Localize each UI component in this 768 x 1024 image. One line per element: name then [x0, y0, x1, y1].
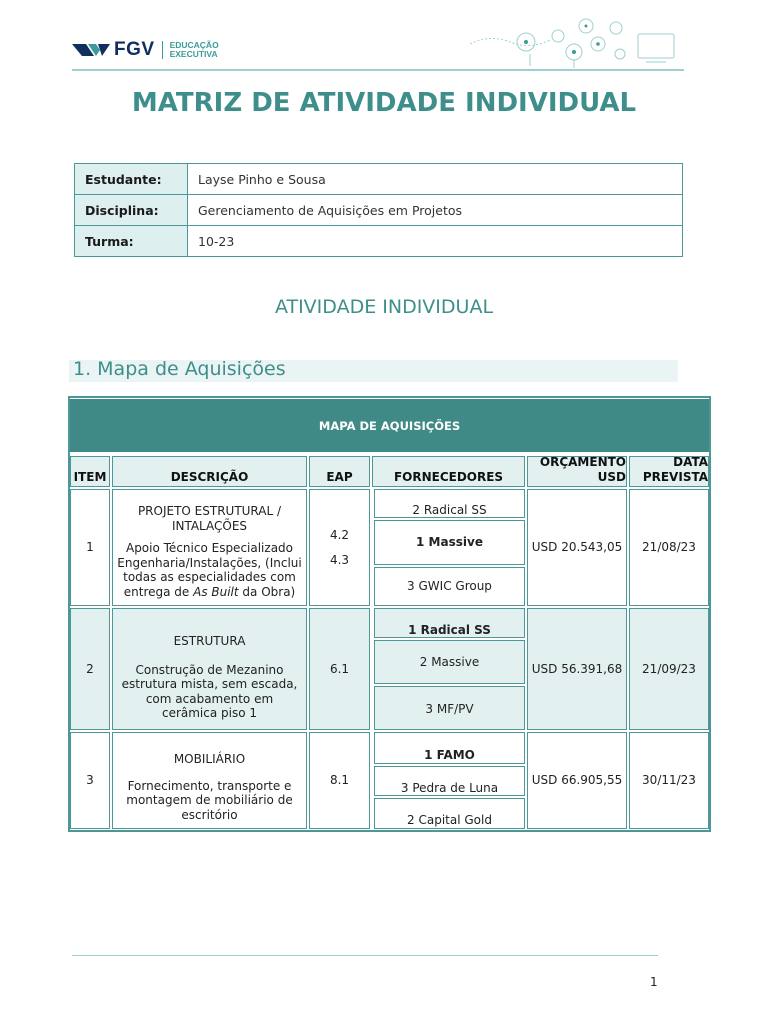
info-label: Estudante: [75, 164, 188, 195]
row1-budget: USD 20.543,05 [527, 489, 627, 606]
row3-budget: USD 66.905,55 [527, 732, 627, 829]
header-eap: EAP [309, 456, 370, 487]
row3-supplier: 1 FAMO [374, 732, 525, 764]
row2-date: 21/09/23 [629, 608, 709, 730]
row3-desc-body: Fornecimento, transporte e montagem de mobiliário de escritório [126, 778, 293, 822]
student-info-table [74, 163, 683, 257]
row1-desc-title: PROJETO ESTRUTURAL / INTALAÇÕES [137, 504, 282, 533]
header-fornecedores: FORNECEDORES [372, 456, 525, 487]
row3-description [112, 732, 307, 829]
row1-eap-2: 4.3 [329, 552, 350, 567]
row2-eap: 6.1 [309, 608, 370, 730]
row1-desc-body-text: Apoio Técnico Especializado Engenharia/Instalações, (Inclui todas as especialidades com entrega de [117, 541, 302, 599]
footer-divider [72, 955, 658, 956]
row3-item: 3 [70, 732, 110, 829]
row1-desc-body [117, 541, 302, 599]
row3-eap: 8.1 [309, 732, 370, 829]
header-data-line2: PREVISTA [642, 469, 708, 484]
logo-divider [162, 41, 163, 59]
row2-supplier: 3 MF/PV [374, 686, 525, 730]
table-row [75, 226, 683, 257]
header-orcamento-line1: ORÇAMENTO [539, 455, 626, 469]
row2-supplier: 2 Massive [374, 640, 525, 684]
row2-supplier: 1 Radical SS [374, 608, 525, 638]
table-row [75, 164, 683, 195]
header-descricao: DESCRIÇÃO [112, 456, 307, 487]
row1-desc-italic: As Built [193, 584, 239, 599]
row3-supplier: 2 Capital Gold [374, 798, 525, 829]
row3-supplier: 3 Pedra de Luna [374, 766, 525, 796]
row3-desc-title: MOBILIÁRIO [173, 752, 246, 766]
row2-desc-body: Construção de Mezanino estrutura mista, sem escada, com acabamento em cerâmica piso 1 [121, 662, 298, 720]
education-illustration-icon [470, 14, 680, 70]
map-table-title: MAPA DE AQUISIÇÕES [70, 399, 709, 452]
info-value: Gerenciamento de Aquisições em Projetos [188, 195, 683, 226]
fgv-wing-icon [72, 42, 110, 58]
row2-budget: USD 56.391,68 [527, 608, 627, 730]
row1-eap [309, 489, 370, 606]
info-label: Disciplina: [75, 195, 188, 226]
header-data-prevista [629, 456, 709, 487]
row2-item: 2 [70, 608, 110, 730]
activity-subtitle: ATIVIDADE INDIVIDUAL [274, 296, 494, 318]
page-title: MATRIZ DE ATIVIDADE INDIVIDUAL [131, 88, 637, 118]
row1-supplier: 2 Radical SS [374, 489, 525, 518]
brand-subtitle-line2: EXECUTIVA [169, 49, 218, 59]
row1-supplier: 1 Massive [374, 520, 525, 565]
page-number: 1 [650, 975, 658, 989]
row1-desc-body-end: da Obra) [238, 584, 296, 599]
brand-name: FGV [114, 39, 155, 60]
row1-supplier: 3 GWIC Group [374, 567, 525, 606]
header-divider [72, 69, 684, 71]
row3-date: 30/11/23 [629, 732, 709, 829]
fgv-logo [72, 39, 232, 61]
row1-date: 21/08/23 [629, 489, 709, 606]
brand-subtitle [170, 41, 219, 59]
header-data-line1: DATA [673, 455, 708, 469]
row2-desc-title: ESTRUTURA [173, 634, 246, 648]
row1-description [112, 489, 307, 606]
section-title: 1. Mapa de Aquisições [73, 358, 286, 380]
info-value: Layse Pinho e Sousa [188, 164, 683, 195]
info-label: Turma: [75, 226, 188, 257]
row1-eap-1: 4.2 [329, 528, 350, 542]
table-row [75, 195, 683, 226]
row2-description [112, 608, 307, 730]
row1-item: 1 [70, 489, 110, 606]
info-value: 10-23 [188, 226, 683, 257]
header-orcamento [527, 456, 627, 487]
header-orcamento-line2: USD [597, 469, 626, 484]
brand-subtitle-line1: EDUCAÇÃO [169, 40, 219, 50]
header-item: ITEM [70, 456, 110, 487]
